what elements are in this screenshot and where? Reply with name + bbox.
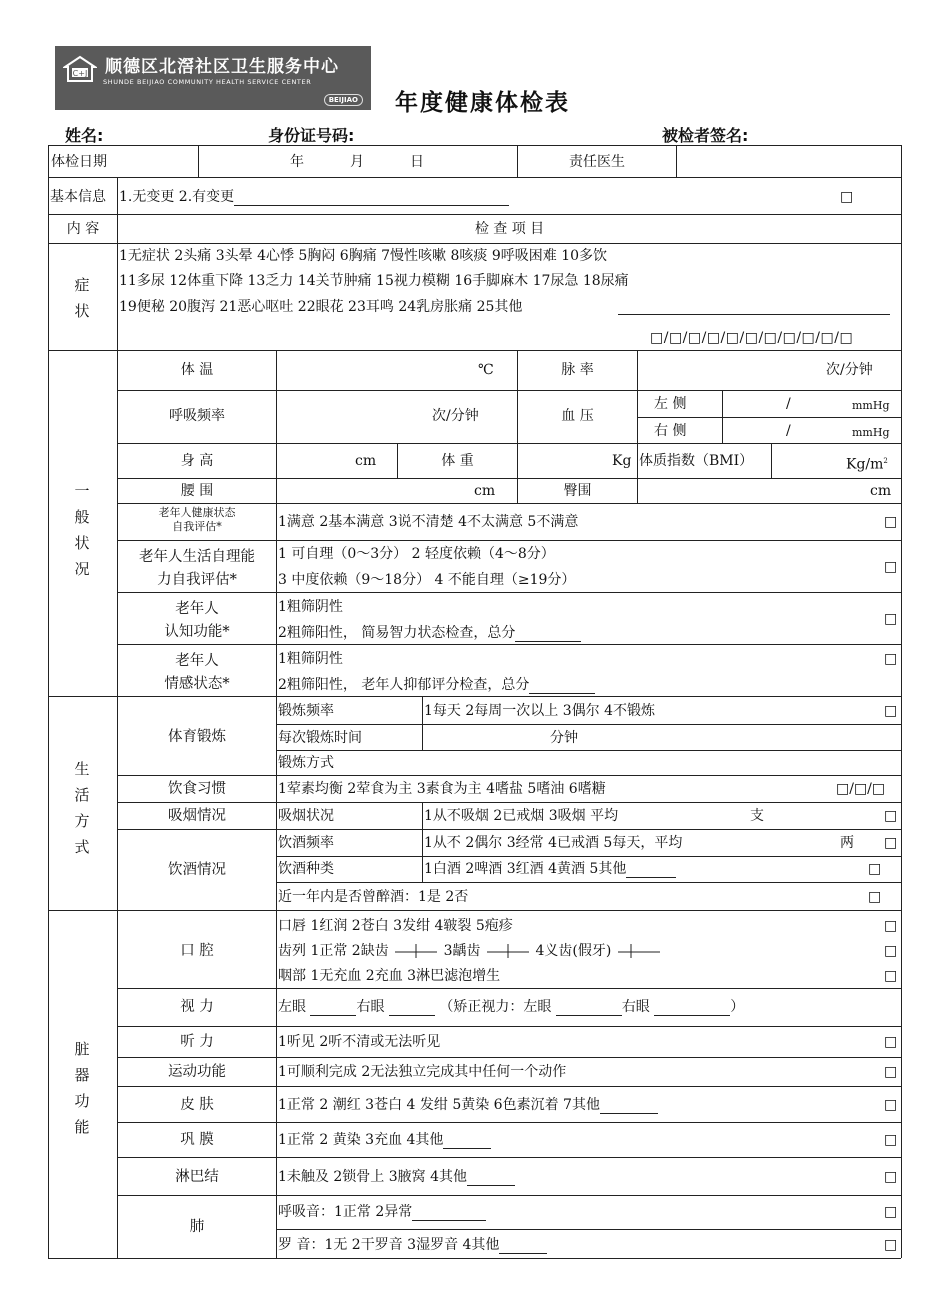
basic-info-options: 1.无变更 2.有变更: [119, 189, 509, 206]
drink-type-options: 1白酒 2啤酒 3红酒 4黄酒 5其他: [424, 861, 676, 878]
vision-fields: 左眼 右眼 （矫正视力：左眼 右眼 ）: [278, 999, 745, 1015]
motor-label: 运动功能: [168, 1064, 226, 1080]
temperature-unit: ℃: [478, 362, 494, 378]
org-name: 顺德区北滘社区卫生服务中心: [105, 57, 339, 77]
organ-section-label: 脏 器 功 能: [74, 1040, 90, 1136]
motor-checkbox[interactable]: □: [884, 1064, 898, 1080]
smoking-unit: 支: [750, 808, 764, 824]
rale-checkbox[interactable]: □: [884, 1237, 898, 1253]
bp-left-label: 左 侧: [654, 396, 687, 412]
sclera-options: 1正常 2 黄染 3充血 4其他: [278, 1132, 491, 1149]
lymph-other-field[interactable]: [467, 1169, 515, 1186]
height-unit: cm: [355, 453, 377, 469]
throat-options: 咽部 1无充血 2充血 3淋巴滤泡增生: [278, 968, 501, 984]
teeth-options: 齿列 1正常 2缺齿 3龋齿 4义齿(假牙): [278, 943, 662, 959]
hearing-label: 听 力: [180, 1034, 214, 1050]
emotion-checkbox[interactable]: □: [884, 651, 898, 667]
house-icon: [63, 55, 97, 83]
waist-unit: cm: [474, 483, 496, 499]
breath-sound-checkbox[interactable]: □: [884, 1204, 898, 1220]
drunk-question: 近一年内是否曾醉酒：1是 2否: [278, 889, 469, 905]
smoking-options: 1从不吸烟 2已戒烟 3吸烟 平均: [424, 808, 619, 824]
lifestyle-section-label: 生 活 方 式: [74, 760, 90, 856]
tooth-chart-cross-icon: [393, 943, 439, 959]
drink-type-checkbox[interactable]: □: [868, 861, 882, 877]
svg-text:C+J: C+J: [72, 69, 88, 78]
lymph-label: 淋巴结: [175, 1169, 219, 1185]
exam-month-label: 月: [350, 154, 364, 170]
motor-options: 1可顺利完成 2无法独立完成其中任何一个动作: [278, 1064, 567, 1080]
vision-label: 视 力: [180, 999, 214, 1015]
general-section-label: 一 般 状 况: [74, 482, 90, 578]
self-care-checkbox[interactable]: □: [884, 559, 898, 575]
lung-label: 肺: [189, 1219, 205, 1235]
self-care-option-1: 1 可自理（0～3分） 2 轻度依赖（4～8分）: [278, 546, 555, 562]
skin-other-field[interactable]: [600, 1097, 658, 1114]
hearing-options: 1听见 2听不清或无法听见: [278, 1034, 441, 1050]
brand-badge: BEIJIAO: [324, 94, 363, 106]
emotion-option-1: 1粗筛阴性: [278, 651, 343, 667]
bp-right-separator: /: [786, 423, 791, 439]
blood-pressure-label: 血 压: [561, 408, 594, 424]
drink-frequency-options: 1从不 2偶尔 3经常 4已戒酒 5每天，平均: [424, 835, 683, 851]
respiration-label: 呼吸频率: [169, 408, 225, 424]
bp-left-unit: mmHg: [852, 399, 890, 412]
hip-unit: cm: [870, 483, 892, 499]
temperature-label: 体 温: [180, 362, 214, 378]
exam-year-label: 年: [290, 154, 304, 170]
breath-abnormal-field[interactable]: [412, 1204, 486, 1221]
exercise-frequency-checkbox[interactable]: □: [884, 703, 898, 719]
sclera-checkbox[interactable]: □: [884, 1132, 898, 1148]
cognitive-option-2: 2粗筛阳性， 简易智力状态检查，总分: [278, 625, 581, 642]
sclera-label: 巩 膜: [180, 1132, 214, 1148]
drunk-checkbox[interactable]: □: [868, 889, 882, 905]
content-heading: 内 容: [66, 221, 100, 237]
skin-checkbox[interactable]: □: [884, 1097, 898, 1113]
self-health-options: 1满意 2基本满意 3说不清楚 4不太满意 5不满意: [278, 514, 579, 530]
sclera-other-field[interactable]: [443, 1132, 491, 1149]
drinking-label: 饮酒情况: [168, 862, 226, 878]
symptoms-label: 症 状: [74, 276, 90, 320]
smoking-label: 吸烟情况: [168, 808, 226, 824]
drink-unit: 两: [840, 835, 854, 851]
self-care-option-2: 3 中度依赖（9～18分） 4 不能自理（≥19分）: [278, 572, 576, 588]
hip-label: 臀围: [563, 483, 592, 499]
diet-checkboxes[interactable]: □/□/□: [836, 781, 886, 797]
exercise-duration-unit: 分钟: [550, 730, 578, 746]
exercise-method-label: 锻炼方式: [278, 755, 334, 771]
bp-right-label: 右 侧: [654, 423, 687, 439]
drink-frequency-checkbox[interactable]: □: [884, 835, 898, 851]
tooth-chart-cross-icon: [485, 943, 531, 959]
bmi-label: 体质指数（BMI）: [639, 453, 754, 469]
emotion-score-field[interactable]: [529, 677, 595, 694]
cognitive-checkbox[interactable]: □: [884, 611, 898, 627]
rale-options: 罗 音：1无 2干罗音 3湿罗音 4其他: [278, 1237, 547, 1254]
lymph-options: 1未触及 2锁骨上 3腋窝 4其他: [278, 1169, 515, 1186]
respiration-unit: 次/分钟: [432, 408, 479, 424]
weight-label: 体 重: [441, 453, 474, 469]
items-heading: 检 查 项 目: [474, 221, 545, 237]
cognitive-option-1: 1粗筛阴性: [278, 599, 343, 615]
exam-day-label: 日: [410, 154, 424, 170]
bp-right-unit: mmHg: [852, 426, 890, 439]
symptom-options-line1: 1无症状 2头痛 3头晕 4心悸 5胸闷 6胸痛 7慢性咳嗽 8咳痰 9呼吸困难 10多饮: [119, 248, 608, 264]
tooth-chart-cross-icon: [616, 943, 662, 959]
basic-info-label: 基本信息: [50, 189, 106, 205]
pulse-unit: 次/分钟: [826, 362, 873, 378]
responsible-doctor-label: 责任医生: [569, 154, 625, 170]
self-health-checkbox[interactable]: □: [884, 514, 898, 530]
symptom-checkboxes[interactable]: □/□/□/□/□/□/□/□/□/□/□: [650, 330, 854, 346]
waist-label: 腰 围: [180, 483, 214, 499]
lips-options: 口唇 1红润 2苍白 3发绀 4皲裂 5疱疹: [278, 918, 513, 934]
exercise-frequency-options: 1每天 2每周一次以上 3偶尔 4不锻炼: [424, 703, 655, 719]
form-title: 年度健康体检表: [395, 90, 570, 116]
exercise-duration-label: 每次锻炼时间: [278, 730, 362, 746]
lips-checkbox[interactable]: □: [884, 918, 898, 934]
basic-info-checkbox[interactable]: □: [840, 189, 854, 205]
drink-type-label: 饮酒种类: [278, 861, 334, 877]
emotion-label: 老年人 情感状态*: [164, 653, 230, 692]
mouth-label: 口 腔: [180, 943, 214, 959]
signature-label: 被检者签名:: [662, 126, 749, 145]
teeth-checkbox[interactable]: □: [884, 943, 898, 959]
name-label: 姓名:: [65, 126, 104, 145]
diet-label: 饮食习惯: [168, 781, 226, 797]
weight-unit: Kg: [612, 453, 632, 469]
vision-left-field[interactable]: [310, 999, 356, 1016]
cognitive-label: 老年人 认知功能*: [164, 601, 230, 640]
breath-sound-options: 呼吸音：1正常 2异常: [278, 1204, 486, 1221]
hearing-checkbox[interactable]: □: [884, 1034, 898, 1050]
symptom-other-field[interactable]: [618, 314, 890, 315]
lymph-checkbox[interactable]: □: [884, 1169, 898, 1185]
skin-options: 1正常 2 潮红 3苍白 4 发绀 5黄染 6色素沉着 7其他: [278, 1097, 658, 1114]
rale-other-field[interactable]: [499, 1237, 547, 1254]
emotion-option-2: 2粗筛阳性， 老年人抑郁评分检查，总分: [278, 677, 595, 694]
exercise-label: 体育锻炼: [168, 729, 226, 745]
drink-type-other-field[interactable]: [626, 861, 676, 878]
smoking-status-label: 吸烟状况: [278, 808, 334, 824]
symptom-options-line3: 19便秘 20腹泻 21恶心呕吐 22眼花 23耳鸣 24乳房胀痛 25其他: [119, 299, 523, 315]
height-label: 身 高: [180, 453, 214, 469]
self-care-label: 老年人生活自理能 力自我评估*: [139, 549, 255, 588]
bp-left-separator: /: [786, 396, 791, 412]
bmi-unit: $Kg/m^2$: [846, 456, 888, 473]
diet-options: 1荤素均衡 2荤食为主 3素食为主 4嗜盐 5嗜油 6嗜糖: [278, 781, 606, 797]
skin-label: 皮 肤: [180, 1097, 214, 1113]
corrected-left-field[interactable]: [556, 999, 622, 1016]
symptom-options-line2: 11多尿 12体重下降 13乏力 14关节肿痛 15视力模糊 16手脚麻木 17尿急 18尿痛: [119, 273, 629, 289]
throat-checkbox[interactable]: □: [884, 968, 898, 984]
vision-right-field[interactable]: [389, 999, 435, 1016]
responsible-doctor-field[interactable]: [678, 147, 899, 176]
id-number-label: 身份证号码:: [268, 126, 355, 145]
org-logo: [55, 46, 371, 110]
pulse-label: 脉 率: [561, 362, 594, 378]
self-health-label: 老年人健康状态 自我评估*: [158, 506, 236, 533]
drink-frequency-label: 饮酒频率: [278, 835, 334, 851]
org-name-en: SHUNDE BEIJIAO COMMUNITY HEALTH SERVICE CENTER: [103, 78, 312, 86]
exam-date-label: 体检日期: [51, 154, 107, 170]
smoking-checkbox[interactable]: □: [884, 808, 898, 824]
exercise-frequency-label: 锻炼频率: [278, 703, 334, 719]
basic-info-change-field[interactable]: [234, 189, 509, 206]
cognitive-score-field[interactable]: [515, 625, 581, 642]
corrected-right-field[interactable]: [654, 999, 730, 1016]
